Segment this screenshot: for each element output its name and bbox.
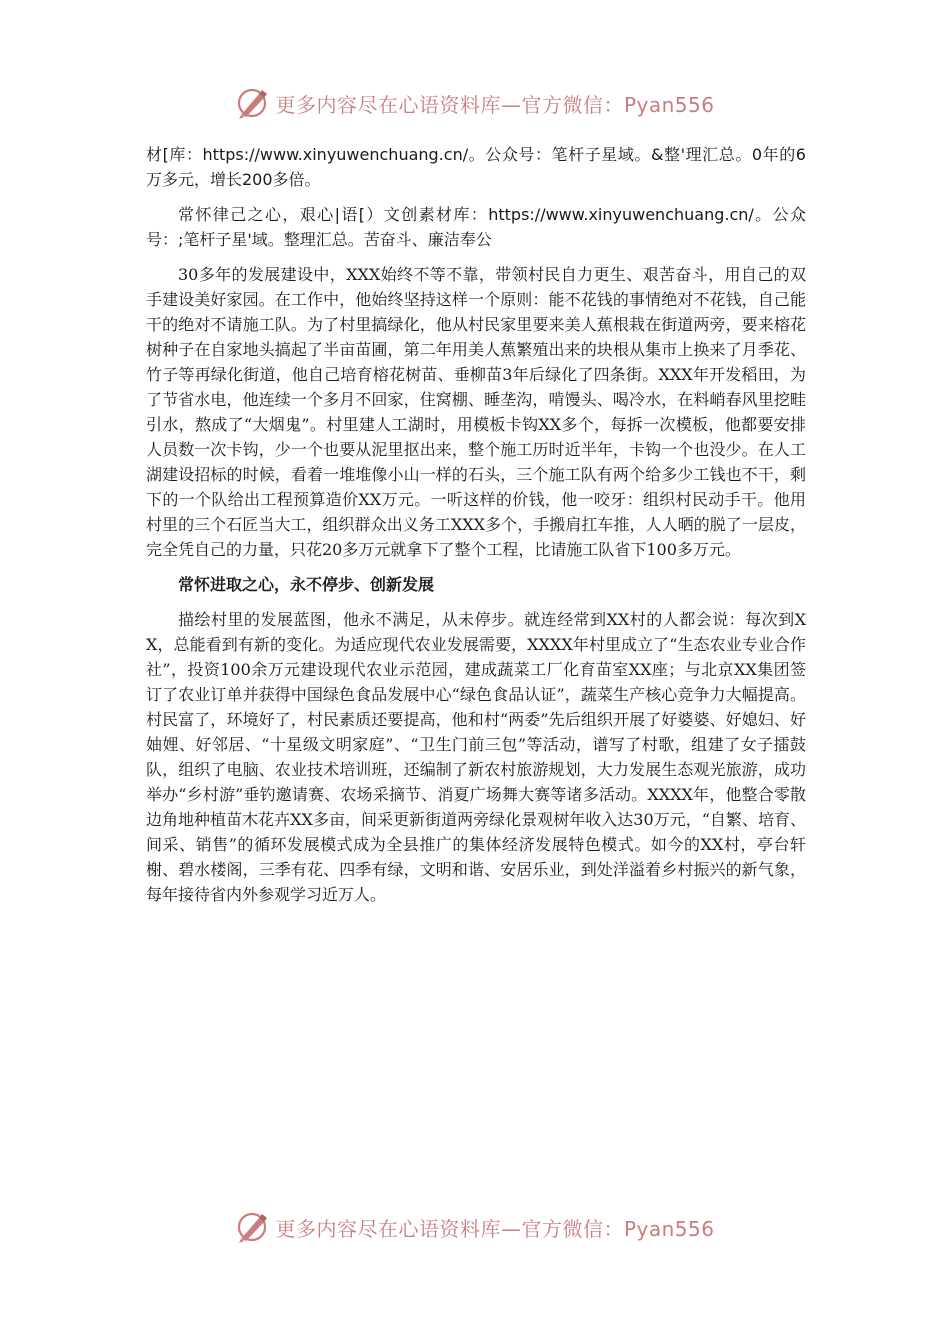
pen-logo-icon xyxy=(235,1209,271,1245)
document-body xyxy=(146,142,806,907)
watermark-text: 更多内容尽在心语资料库—官方微信：Pyan556 xyxy=(275,92,715,117)
footer-watermark-banner xyxy=(0,1202,950,1252)
paragraph-4: 描绘村里的发展蓝图，他永不满足，从未停步。就连经常到XX村的人都会说：每次到XX，总能看到有新的变化。为适应现代农业发展需要，XXXX年村里成立了“生态农业专业合作社”，投资100余万元建设现代农业示范园，建成蔬菜工厂化育苗室XX座；与北京XX集团签订了农业订单并获得中国绿色食品发展中心“绿色食品认证”，蔬菜生产核心竞争力大幅提高。村民富了，环境好了，村民素质还要提高，他和村“两委”先后组织开展了好婆婆、好媳妇、好妯娌、好邻居、“十星级文明家庭”、“卫生门前三包”等活动，谱写了村歌，组建了女子擂鼓队，组织了电脑、农业技术培训班，还编制了新农村旅游规划，大力发展生态观光旅游，成功举办“乡村游”垂钓邀请赛、农场采摘节、消夏广场舞大赛等诸多活动。XXXX年，他整合零散边角地种植苗木花卉XX多亩，间采更新街道两旁绿化景观树年收入达30万元，“自繁、培育、间采、销售”的循环发展模式成为全县推广的集体经济发展特色模式。如今的XX村，亭台轩榭、碧水楼阁，三季有花、四季有绿，文明和谐、安居乐业，到处洋溢着乡村振兴的新气象，每年接待省内外参观学习近万人。 xyxy=(146,610,806,904)
section-heading: 常怀进取之心，永不停步、创新发展 xyxy=(178,575,435,594)
watermark-text: 更多内容尽在心语资料库—官方微信：Pyan556 xyxy=(275,1216,715,1241)
paragraph-2: 常怀律己之心，艰心|语[）文创素材库：https://www.xinyuwenchuang.cn/。公众号：;笔杆子星'域。整理汇总。苦奋斗、廉洁奉公 xyxy=(146,205,806,249)
paragraph-3: 30多年的发展建设中，XXX始终不等不靠，带领村民自力更生、艰苦奋斗，用自己的双手建设美好家园。在工作中，他始终坚持这样一个原则：能不花钱的事情绝对不花钱，自己能干的绝对不请施工队。为了村里搞绿化，他从村民家里要来美人蕉根栽在街道两旁，要来榕花树种子在自家地头搞起了半亩苗圃，第二年用美人蕉繁殖出来的块根从集市上换来了月季花、竹子等再绿化街道，他自己培育榕花树苗、垂柳苗3年后绿化了四条街。XXX年开发稻田，为了节省水电，他连续一个多月不回家，住窝棚、睡垄沟，啃馒头、喝冷水，在料峭春风里挖畦引水，熬成了“大烟鬼”。村里建人工湖时，用模板卡钩XX多个，每拆一次模板，他都要安排人员数一次卡钩，少一个也要从泥里抠出来，整个施工历时近半年，卡钩一个也没少。在人工湖建设招标的时候，看着一堆堆像小山一样的石头，三个施工队有两个给多少工钱也不干，剩下的一个队给出工程预算造价XX万元。一听这样的价钱，他一咬牙：组织村民动手干。他用村里的三个石匠当大工，组织群众出义务工XXX多个，手搬肩扛车推，人人晒的脱了一层皮，完全凭自己的力量，只花20多万元就拿下了整个工程，比请施工队省下100多万元。 xyxy=(146,265,806,559)
paragraph-1: 材[库：https://www.xinyuwenchuang.cn/。公众号：笔杆子星域。&整'理汇总。0年的6万多元，增长200多倍。 xyxy=(146,145,806,189)
header-watermark-banner xyxy=(0,78,950,128)
pen-logo-icon xyxy=(235,85,271,121)
